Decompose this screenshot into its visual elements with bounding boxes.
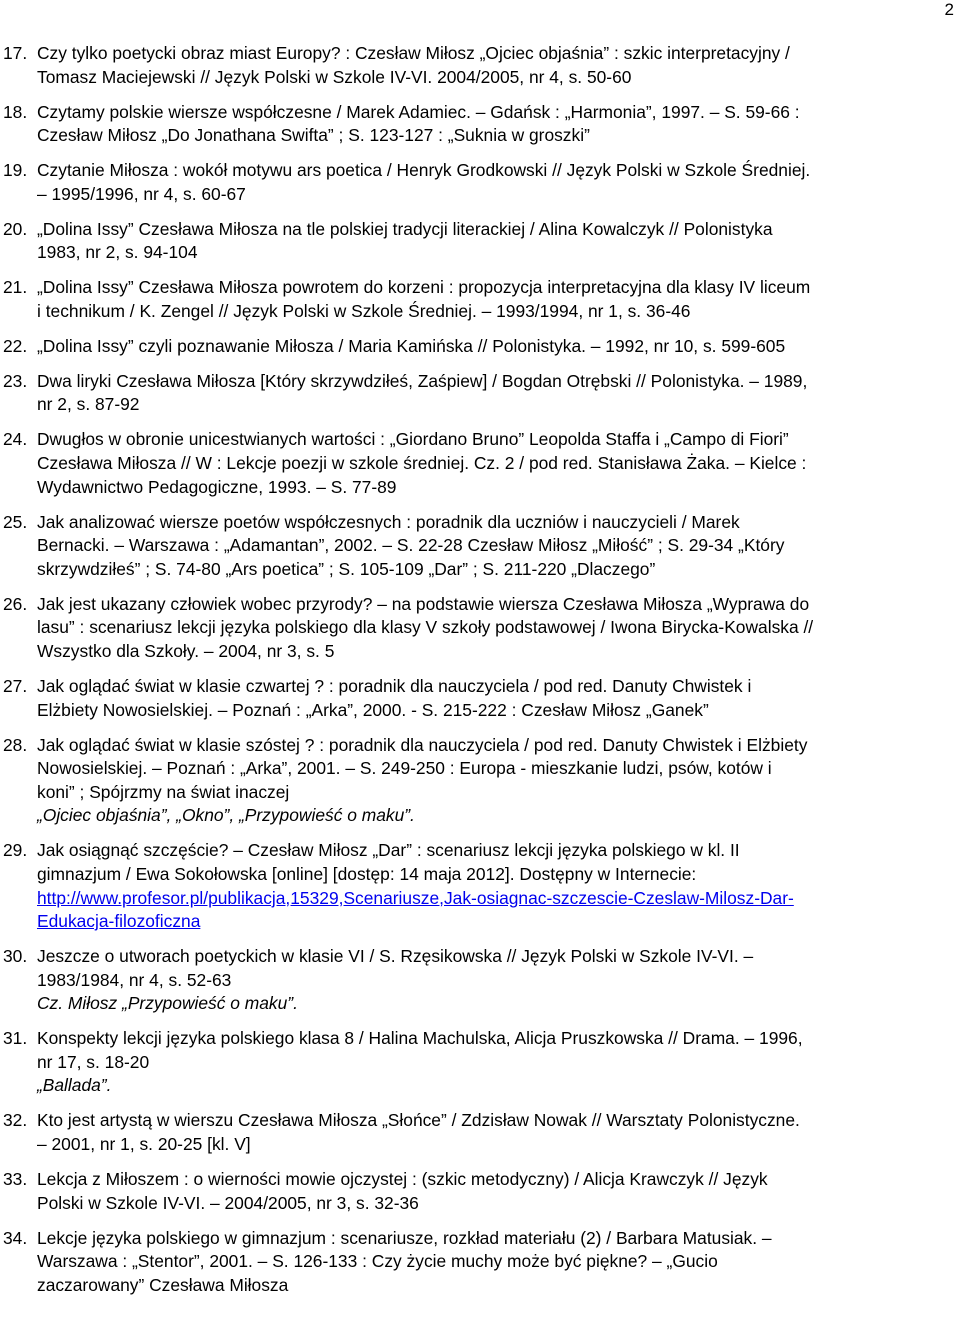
entry-line: Wszystko dla Szkoły. – 2004, nr 3, s. 5	[37, 640, 335, 661]
entry-text	[37, 1227, 960, 1298]
entry-line: nr 17, s. 18-20	[37, 1051, 150, 1072]
entry-text	[37, 593, 960, 664]
entry-number: 17.	[3, 43, 28, 63]
entry-line: Bernacki. – Warszawa : „Adamantan”, 2002. – S. 22-28 Czesław Miłosz „Miłość” ; S. 29-34 „Który	[37, 535, 785, 556]
bibliography-entry	[3, 1168, 960, 1215]
bibliography-entry	[3, 839, 960, 933]
entry-number: 28.	[3, 734, 28, 755]
entry-line: Warszawa : „Stentor”, 2001. – S. 126-133 : Czy życie muchy może być piękne? – „Gucio	[37, 1251, 718, 1272]
entry-line: Jak oglądać świat w klasie czwartej ? : poradnik dla nauczyciela / pod red. Danuty Chwistek i	[37, 675, 752, 696]
entry-line: Jak analizować wiersze poetów współczesnych : poradnik dla uczniów i nauczycieli / Marek	[37, 511, 740, 532]
bibliography-entry	[3, 370, 960, 417]
entry-number: 23.	[3, 370, 28, 391]
entry-line: – 2001, nr 1, s. 20-25 [kl. V]	[37, 1134, 251, 1155]
entry-link[interactable]: http://www.profesor.pl/publikacja,15329,Scenariusze,Jak-osiagnac-szczescie-Czeslaw-Milosz-Dar-	[37, 887, 794, 908]
entry-line: zaczarowany” Czesława Miłosza	[37, 1274, 289, 1295]
page-number: 2	[944, 0, 954, 19]
entry-text	[37, 101, 960, 148]
entry-text	[37, 675, 960, 722]
entry-number: 30.	[3, 946, 28, 967]
entry-number: 32.	[3, 1110, 28, 1131]
entry-line: Kto jest artystą w wierszu Czesława Miłosza „Słońce” / Zdzisław Nowak // Warsztaty Polonistyczne.	[37, 1110, 800, 1131]
entry-line: Dwa liryki Czesława Miłosza [Który skrzywdziłeś, Zaśpiew] / Bogdan Otrębski // Polonistyka. – 1989,	[37, 370, 808, 391]
entry-number: 18.	[3, 101, 28, 122]
entry-line: Tomasz Maciejewski // Język Polski w Szkole IV-VI. 2004/2005, nr 4, s. 50-60	[37, 66, 632, 87]
entry-number: 19.	[3, 160, 28, 181]
entry-line: Polski w Szkole IV-VI. – 2004/2005, nr 3, s. 32-36	[37, 1192, 419, 1213]
bibliography-entry	[3, 511, 960, 582]
entry-line: Jak oglądać świat w klasie szóstej ? : poradnik dla nauczyciela / pod red. Danuty Chwistek i Elżbiety	[37, 734, 808, 755]
entry-number: 22.	[3, 335, 28, 356]
entry-text	[37, 159, 960, 206]
bibliography-entry	[3, 218, 960, 265]
entry-line: Czytamy polskie wiersze współczesne / Marek Adamiec. – Gdańsk : „Harmonia”, 1997. – S. 59-66 :	[37, 101, 800, 122]
bibliography-entry	[3, 335, 960, 359]
bibliography-entry	[3, 428, 960, 499]
entry-text	[37, 839, 960, 933]
entry-line: skrzywdziłeś” ; S. 74-80 „Ars poetica” ; S. 105-109 „Dar” ; S. 211-220 „Dlaczego”	[37, 558, 656, 579]
bibliography-entry	[3, 1109, 960, 1156]
entry-line: gimnazjum / Ewa Sokołowska [online] [dostęp: 14 maja 2012]. Dostępny w Internecie:	[37, 863, 697, 884]
entry-line: Dwugłos w obronie unicestwianych wartości : „Giordano Bruno” Leopolda Staffa i „Campo di Fiori”	[37, 429, 789, 450]
entry-line: 1983, nr 2, s. 94-104	[37, 242, 198, 263]
bibliography-entry	[3, 276, 960, 323]
entry-text	[37, 218, 960, 265]
entry-number: 25.	[3, 511, 28, 532]
entry-number: 31.	[3, 1028, 28, 1049]
entry-line: Wydawnictwo Pedagogiczne, 1993. – S. 77-89	[37, 476, 397, 497]
entry-line: nr 2, s. 87-92	[37, 394, 140, 415]
entry-number: 29.	[3, 840, 28, 861]
entry-line: Jak osiągnąć szczęście? – Czesław Miłosz „Dar” : scenariusz lekcji języka polskiego w kl. II	[37, 840, 740, 861]
entry-line: Jak jest ukazany człowiek wobec przyrody? – na podstawie wiersza Czesława Miłosza „Wyprawa do	[37, 593, 810, 614]
entry-italic-note: „Ballada”.	[37, 1075, 112, 1096]
entry-line: Jeszcze o utworach poetyckich w klasie VI / S. Rzęsikowska // Język Polski w Szkole IV-VI. –	[37, 946, 754, 967]
entry-number: 20.	[3, 218, 28, 239]
entry-line: koni” ; Spójrzmy na świat inaczej	[37, 781, 290, 802]
bibliography-entry	[3, 1027, 960, 1098]
entry-line: Czy tylko poetycki obraz miast Europy? : Czesław Miłosz „Ojciec objaśnia” : szkic interpretacyjny /	[37, 43, 790, 63]
bibliography-entry	[3, 159, 960, 206]
entry-text	[37, 1168, 960, 1215]
entry-number: 27.	[3, 675, 28, 696]
entry-line: „Dolina Issy” Czesława Miłosza powrotem do korzeni : propozycja interpretacyjna dla klasy IV liceum	[37, 277, 811, 298]
entry-line: Konspekty lekcji języka polskiego klasa 8 / Halina Machulska, Alicja Pruszkowska // Drama. – 1996,	[37, 1028, 803, 1049]
entry-number: 33.	[3, 1169, 28, 1189]
bibliography-entry	[3, 101, 960, 148]
entry-line: i technikum / K. Zengel // Język Polski w Szkole Średniej. – 1993/1994, nr 1, s. 36-46	[37, 300, 691, 321]
entry-line: Czesław Miłosz „Do Jonathana Swifta” ; S. 123-127 : „Suknia w groszki”	[37, 125, 590, 146]
entry-line: Elżbiety Nowosielskiej. – Poznań : „Arka”, 2000. - S. 215-222 : Czesław Miłosz „Ganek”	[37, 699, 709, 720]
entry-text	[37, 1027, 960, 1098]
entry-line: – 1995/1996, nr 4, s. 60-67	[37, 183, 246, 204]
bibliography-entry	[3, 734, 960, 828]
entry-number: 26.	[3, 593, 28, 614]
entry-line: „Dolina Issy” Czesława Miłosza na tle polskiej tradycji literackiej / Alina Kowalczyk // Polonistyka	[37, 218, 773, 239]
entry-italic-note: Cz. Miłosz „Przypowieść o maku”.	[37, 993, 298, 1014]
bibliography-entry	[3, 945, 960, 1016]
entry-link[interactable]: Edukacja-filozoficzna	[37, 911, 201, 932]
bibliography-list	[3, 42, 960, 1309]
entry-text	[37, 42, 960, 89]
bibliography-entry	[3, 675, 960, 722]
entry-number: 24.	[3, 429, 28, 450]
entry-text	[37, 1109, 960, 1156]
entry-text	[37, 335, 960, 359]
entry-line: 1983/1984, nr 4, s. 52-63	[37, 969, 232, 990]
entry-number: 21.	[3, 277, 28, 298]
entry-line: Nowosielskiej. – Poznań : „Arka”, 2001. – S. 249-250 : Europa - mieszkanie ludzi, psów, kotów i	[37, 758, 772, 779]
entry-line: Lekcje języka polskiego w gimnazjum : scenariusze, rozkład materiału (2) / Barbara Matusiak. –	[37, 1227, 772, 1248]
entry-text	[37, 276, 960, 323]
entry-italic-note: „Ojciec objaśnia”, „Okno”, „Przypowieść o maku”.	[37, 805, 415, 826]
entry-number: 34.	[3, 1227, 28, 1248]
entry-text	[37, 370, 960, 417]
entry-line: „Dolina Issy” czyli poznawanie Miłosza / Maria Kamińska // Polonistyka. – 1992, nr 10, s. 599-605	[37, 335, 786, 356]
bibliography-entry	[3, 42, 960, 89]
entry-line: Lekcja z Miłoszem : o wierności mowie ojczystej : (szkic metodyczny) / Alicja Krawczyk // Język	[37, 1169, 768, 1189]
entry-line: Czytanie Miłosza : wokół motywu ars poetica / Henryk Grodkowski // Język Polski w Szkole Średniej.	[37, 160, 811, 181]
entry-text	[37, 945, 960, 1016]
entry-text	[37, 734, 960, 828]
entry-text	[37, 511, 960, 582]
entry-line: lasu” : scenariusz lekcji języka polskiego dla klasy V szkoły podstawowej / Iwona Birycka-Kowalska //	[37, 617, 814, 638]
entry-line: Czesława Miłosza // W : Lekcje poezji w szkole średniej. Cz. 2 / pod red. Stanisława Żaka. – Kielce :	[37, 453, 807, 474]
bibliography-entry	[3, 1227, 960, 1298]
entry-text	[37, 428, 960, 499]
bibliography-entry	[3, 593, 960, 664]
